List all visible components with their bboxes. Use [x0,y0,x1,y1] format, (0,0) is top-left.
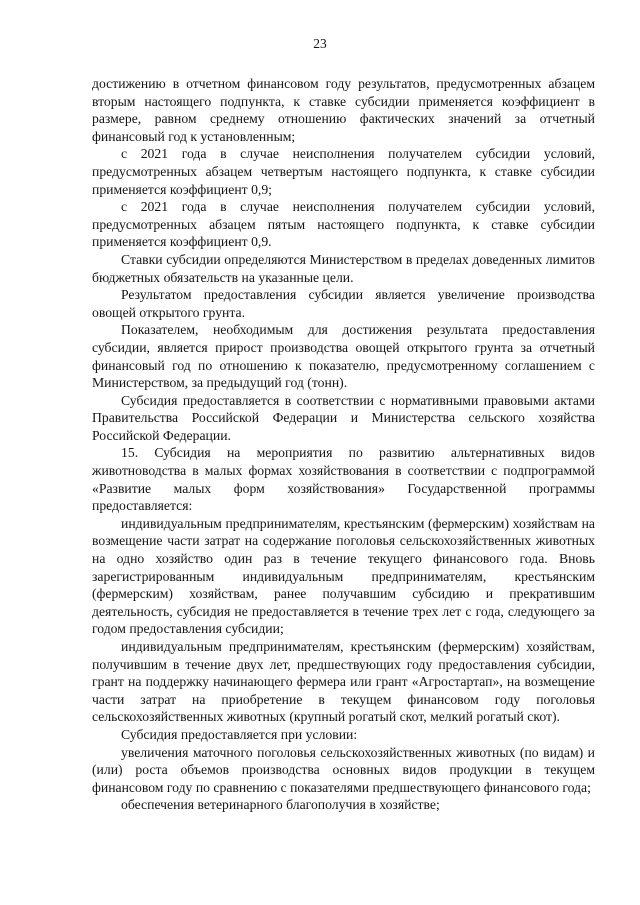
paragraph: индивидуальным предпринимателям, крестьянским (фермерским) хозяйствам, получившим в течение двух лет, предшествующих году предоставления субсидии, грант на поддержку начинающего фермера или грант «Агростартап», на возмещение части затрат на приобретение в текущем финансовом году поголовья сельскохозяйственных животных (крупный рогатый скот, мелкий рогатый скот). [92,639,595,725]
page-number: 23 [313,36,327,51]
paragraph-item-15: 15. Субсидия на мероприятия по развитию альтернативных видов животноводства в малых формах хозяйствования в соответствии с подпрограммой «Развитие малых форм хозяйствования» Государственной программы предоставляется: [92,445,595,514]
paragraph: индивидуальным предпринимателям, крестьянским (фермерским) хозяйствам на возмещение части затрат на содержание поголовья сельскохозяйственных животных на одно хозяйство один раз в течение текущего финансового года. Вновь зарегистрированным индивидуальным предпринимателям, крестьянским (фермерским) хозяйствам, ранее получавшим субсидию и прекратившим деятельность, субсидия не предоставляется в течение трех лет с года, следующего за годом предоставления субсидии; [92,515,595,637]
paragraph: с 2021 года в случае неисполнения получателем субсидии условий, предусмотренных абзацем четвертым настоящего подпункта, к ставке субсидии применяется коэффициент 0,9; [92,146,595,197]
paragraph: Показателем, необходимым для достижения результата предоставления субсидии, является прирост производства овощей открытого грунта за отчетный финансовый год по отношению к показателю, предусмотренному соглашением с Министерством, за предыдущий год (тонн). [92,322,595,391]
body-text [92,75,595,814]
paragraph: Субсидия предоставляется в соответствии с нормативными правовыми актами Правительства Российской Федерации и Министерства сельского хозяйства Российской Федерации. [92,392,595,443]
paragraph-continuation: достижению в отчетном финансовом году результатов, предусмотренных абзацем вторым настоящего подпункта, к ставке субсидии применяется коэффициент в размере, равном среднему отношению фактических значений за отчетный финансовый год к установленным; [92,76,595,144]
paragraph: Ставки субсидии определяются Министерством в пределах доведенных лимитов бюджетных обязательств на указанные цели. [92,251,595,285]
paragraph: увеличения маточного поголовья сельскохозяйственных животных (по видам) и (или) роста объемов производства основных видов продукции в текущем финансовом году по сравнению с показателями предшествующего финансового года; [92,744,595,795]
paragraph: Результатом предоставления субсидии является увеличение производства овощей открытого грунта. [92,287,595,320]
paragraph: обеспечения ветеринарного благополучия в хозяйстве; [121,797,440,813]
paragraph: с 2021 года в случае неисполнения получателем субсидии условий, предусмотренных абзацем пятым настоящего подпункта, к ставке субсидии применяется коэффициент 0,9. [92,199,595,250]
paragraph: Субсидия предоставляется при условии: [121,726,358,742]
